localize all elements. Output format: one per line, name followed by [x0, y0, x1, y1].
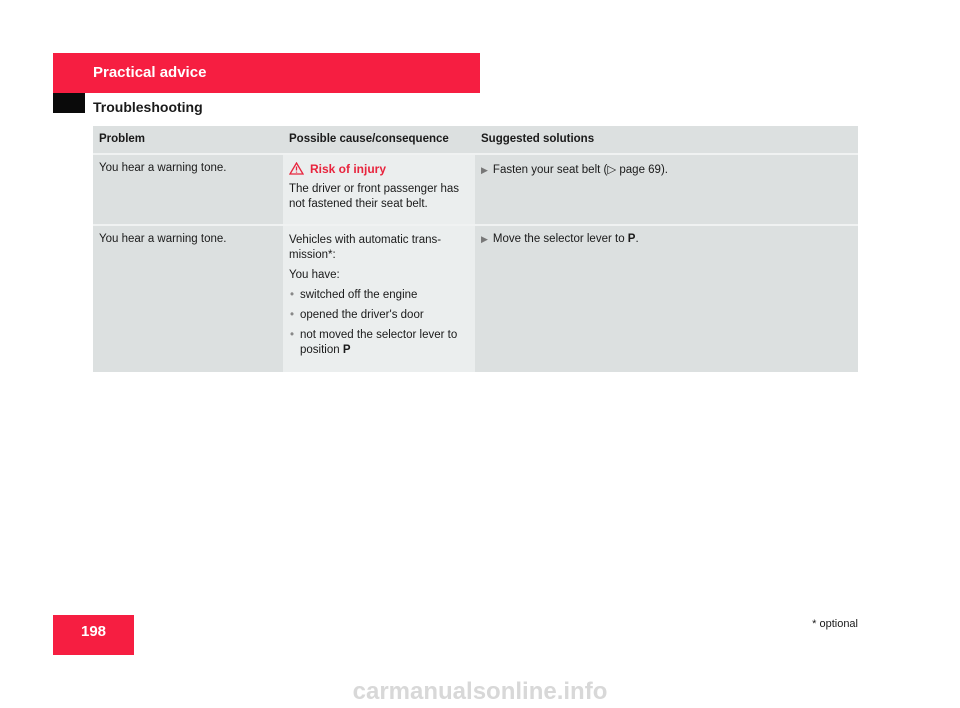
bullet-item: • switched off the engine	[289, 288, 469, 303]
solution-text: Move the selector lever to	[492, 233, 625, 245]
watermark: carmanualsonline.info	[352, 678, 608, 705]
optional-footnote: * optional	[812, 618, 858, 630]
cause-text: The driver or front passenger has not fastened their seat belt.	[289, 183, 460, 210]
table-header-row	[93, 126, 858, 154]
warning-triangle-icon	[289, 162, 304, 175]
solution-end: .	[635, 233, 639, 245]
arrow-right-icon: ▶	[481, 234, 488, 244]
cause-text: You have:	[289, 269, 340, 281]
troubleshooting-table	[93, 126, 858, 372]
section-banner	[53, 53, 480, 93]
bullet-item	[289, 328, 469, 358]
section-marker	[53, 93, 85, 113]
page-number: 198	[53, 615, 134, 655]
bold-position: P	[342, 344, 351, 356]
column-header: Suggested solutions	[475, 126, 858, 154]
solution-cell	[475, 154, 858, 225]
bold-position: P	[627, 233, 636, 245]
page-title: Troubleshooting	[93, 99, 203, 115]
solution-cell	[475, 225, 858, 372]
cause-cell	[283, 154, 475, 225]
solution-text: Fasten your seat belt (▷ page 69).	[492, 164, 668, 176]
problem-cell: You hear a warning tone.	[93, 154, 283, 225]
warning-title: Risk of injury	[310, 162, 387, 176]
bullet-text: not moved the selector lever to position	[300, 329, 458, 356]
warning-heading	[289, 162, 469, 176]
column-header: Possible cause/consequence	[283, 126, 475, 154]
column-header: Problem	[93, 126, 283, 154]
section-title: Practical advice	[93, 64, 207, 81]
table-row	[93, 154, 858, 225]
cause-text: Vehicles with automatic trans-mission*:	[289, 234, 442, 261]
arrow-right-icon: ▶	[481, 165, 488, 175]
bullet-item: • opened the driver's door	[289, 308, 469, 323]
cause-cell	[283, 225, 475, 372]
table-row	[93, 225, 858, 372]
problem-cell: You hear a warning tone.	[93, 225, 283, 372]
